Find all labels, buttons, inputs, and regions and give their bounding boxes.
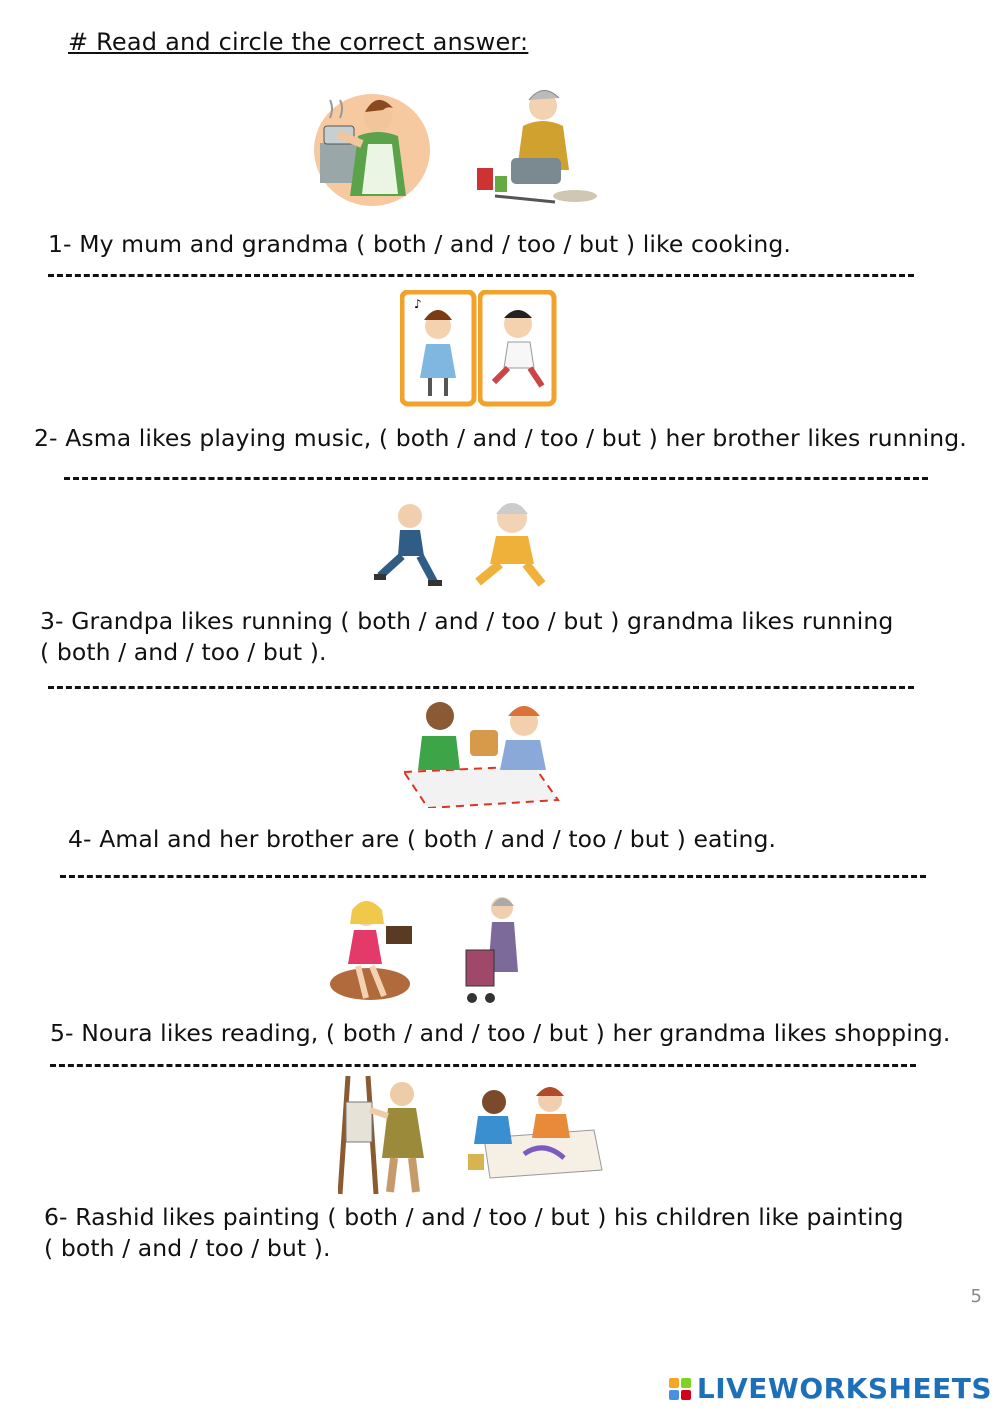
page-number: 5 bbox=[970, 1286, 982, 1307]
mum-cooking-icon bbox=[310, 88, 435, 208]
question-2: 2- Asma likes playing music, ( both / and / too / but ) her brother likes running. bbox=[34, 424, 967, 452]
grandma-cooking-icon bbox=[475, 84, 600, 208]
answer-line-1[interactable] bbox=[48, 274, 914, 277]
question-3-line-2: ( both / and / too / but ). bbox=[40, 638, 327, 666]
answer-line-2[interactable] bbox=[64, 477, 928, 480]
children-picnic-icon bbox=[400, 696, 560, 808]
svg-text:♪: ♪ bbox=[414, 297, 422, 311]
children-painting-icon bbox=[464, 1084, 604, 1180]
question-5: 5- Noura likes reading, ( both / and / too / but ) her grandma likes shopping. bbox=[50, 1019, 951, 1047]
boy-running-icon bbox=[478, 290, 558, 408]
question-6-line-1: 6- Rashid likes painting ( both / and / too / but ) his children like painting bbox=[44, 1203, 904, 1231]
brand-logo[interactable] bbox=[669, 1372, 992, 1405]
grandpa-running-icon bbox=[370, 498, 448, 590]
grandma-running-icon bbox=[468, 496, 560, 590]
question-1: 1- My mum and grandma ( both / and / too / but ) like cooking. bbox=[48, 230, 791, 258]
answer-line-5[interactable] bbox=[50, 1064, 916, 1067]
girl-reading-icon bbox=[328, 896, 416, 1008]
question-6-line-2: ( both / and / too / but ). bbox=[44, 1234, 331, 1262]
worksheet-title: # Read and circle the correct answer: bbox=[68, 28, 529, 56]
grandma-shopping-icon bbox=[462, 894, 532, 1008]
question-3-line-1: 3- Grandpa likes running ( both / and / too / but ) grandma likes running bbox=[40, 607, 894, 635]
answer-line-3[interactable] bbox=[48, 686, 914, 689]
answer-line-4[interactable] bbox=[60, 875, 926, 878]
question-4: 4- Amal and her brother are ( both / and / too / but ) eating. bbox=[68, 825, 777, 853]
brand-name: LIVEWORKSHEETS bbox=[696, 1372, 992, 1405]
brand-grid-icon bbox=[669, 1378, 691, 1400]
man-painting-icon bbox=[338, 1072, 436, 1196]
